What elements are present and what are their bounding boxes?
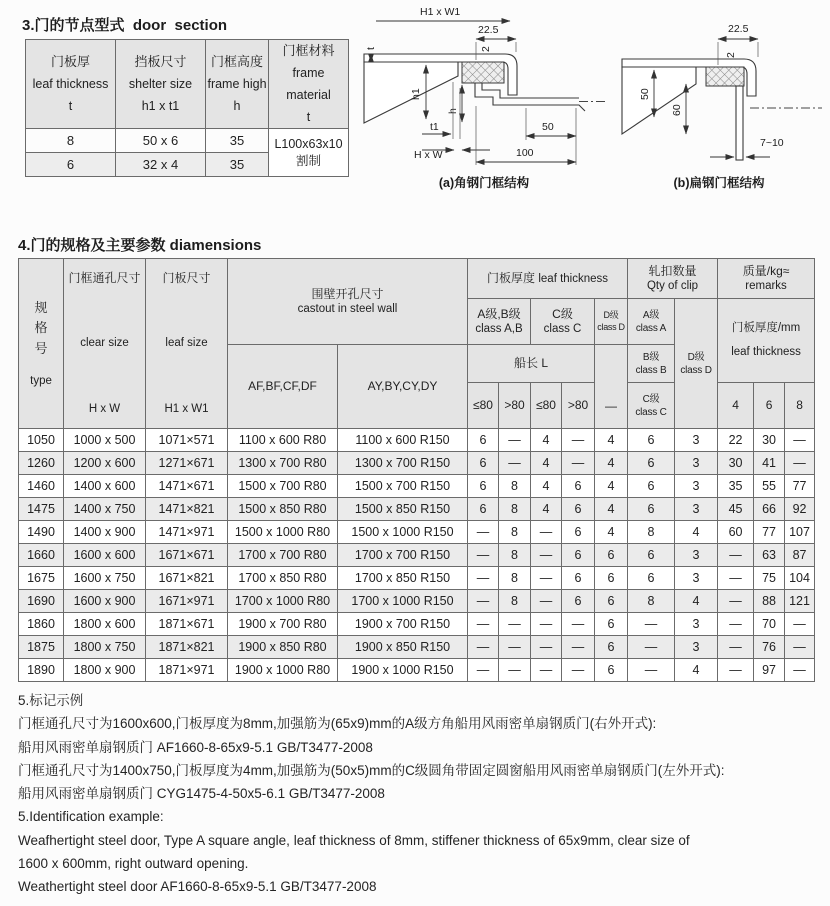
- header-mass-remarks: 质量/kg≈ remarks: [718, 259, 815, 299]
- table-cell: 6: [468, 452, 499, 475]
- table-cell: —: [562, 659, 595, 682]
- table-cell: 1200 x 600: [64, 452, 146, 475]
- table-cell: —: [562, 636, 595, 659]
- text-line: 门框通孔尺寸为1400x750,门板厚度为4mm,加强筋为(50x5)mm的C级圆角带固定圆窗船用风雨密单扇钢质门(左外开式):: [18, 762, 725, 778]
- table-cell: 1271×671: [146, 452, 228, 475]
- header-thk-8: 8: [785, 383, 815, 429]
- table-cell: 4: [531, 452, 562, 475]
- section4-title: 4.门的规格及主要参数 diamensions: [18, 237, 262, 254]
- table-row: [19, 544, 815, 567]
- header-gt80: >80: [562, 383, 595, 429]
- table-cell: 1660: [19, 544, 64, 567]
- door-section-table: [25, 39, 349, 177]
- table-cell: 1700 x 850 R80: [228, 567, 338, 590]
- header-shelter-size: 挡板尺寸 shelter size h1 x t1: [116, 40, 206, 129]
- table-cell: 6: [628, 567, 675, 590]
- header-leaf-thickness-mm: 门板厚度/mm leaf thickness: [718, 299, 815, 383]
- table-cell: 6: [562, 590, 595, 613]
- table-cell: 1050: [19, 429, 64, 452]
- table-cell: 3: [675, 544, 718, 567]
- table-cell: 88: [754, 590, 785, 613]
- table-cell: 77: [785, 475, 815, 498]
- identification-examples: [18, 689, 824, 899]
- table-cell: 6: [562, 498, 595, 521]
- table-cell: —: [628, 613, 675, 636]
- table-cell: —: [499, 613, 531, 636]
- table-cell: 3: [675, 636, 718, 659]
- table-cell: 3: [675, 452, 718, 475]
- table-cell: 55: [754, 475, 785, 498]
- table-cell: 1500 x 1000 R80: [228, 521, 338, 544]
- table-cell: 1700 x 700 R150: [338, 544, 468, 567]
- table-cell: —: [531, 567, 562, 590]
- header-leaf-size: 门板尺寸 leaf size H1 x W1: [146, 259, 228, 429]
- table-cell: 6: [595, 613, 628, 636]
- text-line: Weathertight steel door AF1660-8-65x9-5.1 GB/T3477-2008: [18, 879, 377, 895]
- dim-label-2: 2: [725, 52, 737, 58]
- gasket-hatch: [462, 62, 504, 83]
- table-cell: 6: [628, 544, 675, 567]
- table-cell: —: [468, 636, 499, 659]
- table-cell: 1500 x 700 R80: [228, 475, 338, 498]
- header-clear-size: 门框通孔尺寸 clear size H x W: [64, 259, 146, 429]
- table-cell: —: [785, 659, 815, 682]
- table-cell: 87: [785, 544, 815, 567]
- header-type: 规格号 type: [19, 259, 64, 429]
- table-cell: 6: [562, 544, 595, 567]
- table-row: [19, 498, 815, 521]
- table-row: [19, 613, 815, 636]
- table-cell: 1871×971: [146, 659, 228, 682]
- table-cell: 1471×821: [146, 498, 228, 521]
- text-line: 5.Identification example:: [18, 809, 164, 825]
- table-row: [19, 590, 815, 613]
- table-cell: 63: [754, 544, 785, 567]
- dim-label-50: 50: [639, 88, 651, 100]
- table-cell: —: [718, 613, 754, 636]
- dim-label-hw: H x W: [414, 149, 443, 161]
- table-cell: 3: [675, 567, 718, 590]
- table-cell: 4: [595, 521, 628, 544]
- table-cell: 1300 x 700 R150: [338, 452, 468, 475]
- table-cell: 6: [595, 590, 628, 613]
- header-frame-material: 门框材料 frame material t: [269, 40, 349, 129]
- dim-label-t1: t1: [430, 121, 439, 133]
- table-cell: 1500 x 850 R150: [338, 498, 468, 521]
- table-cell: 1860: [19, 613, 64, 636]
- table-cell: 1100 x 600 R80: [228, 429, 338, 452]
- table-cell: 6: [628, 429, 675, 452]
- table-cell: 77: [754, 521, 785, 544]
- table-cell: 1675: [19, 567, 64, 590]
- table-cell: 1871×821: [146, 636, 228, 659]
- table-cell: 1260: [19, 452, 64, 475]
- table-cell: 1900 x 1000 R150: [338, 659, 468, 682]
- dim-label-60: 60: [671, 104, 683, 116]
- table-cell: —: [785, 452, 815, 475]
- table-cell: 1671×671: [146, 544, 228, 567]
- spec-table-body: [19, 429, 815, 682]
- table-cell: 1800 x 750: [64, 636, 146, 659]
- table-cell: 6: [595, 659, 628, 682]
- table-row: [19, 521, 815, 544]
- table-row: [19, 475, 815, 498]
- table-cell: 6: [468, 498, 499, 521]
- table-cell: 3: [675, 475, 718, 498]
- table-cell: 1871×671: [146, 613, 228, 636]
- table-cell: —: [718, 659, 754, 682]
- header-clip-class-b: B级 class B: [628, 345, 675, 383]
- table-cell: 32 x 4: [116, 153, 206, 177]
- table-cell: 8: [499, 544, 531, 567]
- table-cell: —: [785, 429, 815, 452]
- door-leaf-section: [622, 67, 696, 134]
- table-cell: 8: [499, 498, 531, 521]
- table-cell: 41: [754, 452, 785, 475]
- header-clip-class-a: A级 class A: [628, 299, 675, 345]
- table-cell: —: [499, 452, 531, 475]
- table-cell: 1071×571: [146, 429, 228, 452]
- header-class-c: C级 class C: [531, 299, 595, 345]
- table-cell: 8: [628, 521, 675, 544]
- table-cell: —: [468, 590, 499, 613]
- dim-label-100: 100: [516, 147, 534, 159]
- table-cell: 1475: [19, 498, 64, 521]
- table-cell: 1400 x 600: [64, 475, 146, 498]
- table-cell: 66: [754, 498, 785, 521]
- table-cell: —: [562, 613, 595, 636]
- table-cell: 6: [562, 475, 595, 498]
- table-cell: 92: [785, 498, 815, 521]
- table-cell: 75: [754, 567, 785, 590]
- table-cell: —: [499, 636, 531, 659]
- table-cell: 30: [754, 429, 785, 452]
- table-cell: —: [468, 567, 499, 590]
- table-cell: 8: [628, 590, 675, 613]
- table-cell: 1500 x 850 R80: [228, 498, 338, 521]
- angle-steel-flange: [482, 83, 579, 98]
- table-cell: 1500 x 1000 R150: [338, 521, 468, 544]
- table-cell: —: [468, 521, 499, 544]
- table-row: [19, 567, 815, 590]
- table-row: [19, 659, 815, 682]
- dim-label-50: 50: [542, 121, 554, 133]
- text-line: 门框通孔尺寸为1600x600,门板厚度为8mm,加强筋为(65x9)mm的A级方角船用风雨密单扇钢质门(右外开式):: [18, 716, 657, 732]
- table-header-row: [19, 259, 815, 299]
- header-castout-f: AF,BF,CF,DF: [228, 345, 338, 429]
- table-cell: 1460: [19, 475, 64, 498]
- diagram-a-caption: (a)角钢门框结构: [438, 176, 530, 190]
- text-line: Weafhertight steel door, Type A square angle, leaf thickness of 8mm, stiffener thickness of 65x9mm, clear size of: [18, 832, 690, 848]
- table-cell: 1900 x 700 R150: [338, 613, 468, 636]
- header-castout-y: AY,BY,CY,DY: [338, 345, 468, 429]
- table-cell: —: [468, 613, 499, 636]
- table-cell: 6: [468, 475, 499, 498]
- table-header-row: [26, 40, 349, 129]
- table-cell: 6: [595, 544, 628, 567]
- table-cell: —: [718, 544, 754, 567]
- table-cell: 35: [718, 475, 754, 498]
- header-le80: ≤80: [531, 383, 562, 429]
- table-cell: 35: [206, 129, 269, 153]
- table-cell: —: [628, 636, 675, 659]
- table-cell: 1875: [19, 636, 64, 659]
- table-cell: 4: [595, 429, 628, 452]
- table-cell: —: [531, 544, 562, 567]
- dim-label-22-5: 22.5: [728, 23, 749, 35]
- diagram-b-caption: (b)扁钢门框结构: [673, 176, 765, 190]
- table-cell: —: [468, 659, 499, 682]
- table-cell: —: [785, 613, 815, 636]
- table-cell: 50 x 6: [116, 129, 206, 153]
- table-cell: 3: [675, 498, 718, 521]
- header-clip-class-c: C级 class C: [628, 383, 675, 429]
- table-cell: —: [531, 521, 562, 544]
- dim-label-22-5: 22.5: [478, 24, 499, 36]
- table-row: [19, 452, 815, 475]
- dim-label-h: h: [447, 108, 459, 114]
- header-class-ab: A级,B级 class A,B: [468, 299, 531, 345]
- header-clip-qty: 轧扣数量 Qty of clip: [628, 259, 718, 299]
- table-cell: 35: [206, 153, 269, 177]
- table-cell: 70: [754, 613, 785, 636]
- table-cell: 4: [675, 659, 718, 682]
- table-cell: 1400 x 900: [64, 521, 146, 544]
- table-cell: 1700 x 1000 R150: [338, 590, 468, 613]
- header-thk-4: 4: [718, 383, 754, 429]
- table-cell: 1900 x 850 R150: [338, 636, 468, 659]
- table-row: [26, 129, 349, 153]
- dim-label-7-10: 7~10: [760, 137, 784, 149]
- angle-steel-frame-diagram: [358, 2, 610, 196]
- table-cell: 4: [595, 498, 628, 521]
- table-cell: 8: [26, 129, 116, 153]
- table-cell: 45: [718, 498, 754, 521]
- table-cell: 1900 x 850 R80: [228, 636, 338, 659]
- header-thk-6: 6: [754, 383, 785, 429]
- table-cell: 1671×821: [146, 567, 228, 590]
- table-cell: 1471×971: [146, 521, 228, 544]
- table-cell: —: [562, 452, 595, 475]
- table-cell: 6: [628, 498, 675, 521]
- header-ship-length: 船长 L: [468, 345, 595, 383]
- table-cell: —: [785, 636, 815, 659]
- flat-steel-bar: [736, 86, 743, 160]
- table-cell: 121: [785, 590, 815, 613]
- table-cell: 4: [675, 590, 718, 613]
- table-cell: 22: [718, 429, 754, 452]
- table-cell: 6: [595, 567, 628, 590]
- header-clip-class-d: D级 class D: [675, 299, 718, 429]
- table-cell: 1471×671: [146, 475, 228, 498]
- table-cell: —: [718, 567, 754, 590]
- table-row: [19, 636, 815, 659]
- table-cell: 6: [628, 452, 675, 475]
- table-cell: 6: [26, 153, 116, 177]
- table-cell: 4: [531, 429, 562, 452]
- dim-label-h1: h1: [410, 88, 422, 100]
- flat-steel-frame-diagram: [610, 2, 828, 196]
- table-cell: 1000 x 500: [64, 429, 146, 452]
- dim-label-t: t: [365, 47, 377, 50]
- header-castout: 围壁开孔尺寸 castout in steel wall: [228, 259, 468, 345]
- table-cell: —: [468, 544, 499, 567]
- table-cell: 6: [468, 429, 499, 452]
- dim-label-h1w1: H1 x W1: [420, 6, 461, 18]
- table-cell: 1500 x 700 R150: [338, 475, 468, 498]
- table-cell: 1890: [19, 659, 64, 682]
- table-cell: 4: [531, 475, 562, 498]
- table-cell: 1700 x 700 R80: [228, 544, 338, 567]
- table-cell: 1100 x 600 R150: [338, 429, 468, 452]
- spec-table: [18, 258, 815, 682]
- table-cell: 1400 x 750: [64, 498, 146, 521]
- table-cell: —: [718, 590, 754, 613]
- table-cell: —: [562, 429, 595, 452]
- table-cell: 104: [785, 567, 815, 590]
- table-cell: 1300 x 700 R80: [228, 452, 338, 475]
- angle-steel-web: [475, 83, 585, 111]
- text-line: 5.标记示例: [18, 693, 84, 708]
- table-cell: 4: [675, 521, 718, 544]
- table-cell: 1800 x 900: [64, 659, 146, 682]
- table-cell: 4: [531, 498, 562, 521]
- table-cell: 1490: [19, 521, 64, 544]
- table-cell: 30: [718, 452, 754, 475]
- table-cell: 3: [675, 613, 718, 636]
- table-cell: 8: [499, 521, 531, 544]
- table-cell: —: [531, 590, 562, 613]
- table-cell: 1600 x 900: [64, 590, 146, 613]
- table-cell: —: [499, 659, 531, 682]
- table-cell: —: [531, 613, 562, 636]
- table-cell: —: [531, 659, 562, 682]
- header-frame-high: 门框高度 frame high h: [206, 40, 269, 129]
- table-cell: 8: [499, 590, 531, 613]
- table-cell: 4: [595, 452, 628, 475]
- table-cell: —: [718, 636, 754, 659]
- table-cell: 1600 x 600: [64, 544, 146, 567]
- table-cell: 97: [754, 659, 785, 682]
- header-leaf-thickness: 门板厚 leaf thickness t: [26, 40, 116, 129]
- table-cell: 6: [628, 475, 675, 498]
- table-cell: 6: [562, 521, 595, 544]
- header-gt80: >80: [499, 383, 531, 429]
- frame-material-cell: L100x63x10割制: [269, 129, 349, 177]
- table-row: [19, 429, 815, 452]
- table-cell: 6: [595, 636, 628, 659]
- table-cell: 1700 x 850 R150: [338, 567, 468, 590]
- table-cell: —: [499, 429, 531, 452]
- table-cell: 1900 x 700 R80: [228, 613, 338, 636]
- table-cell: 1700 x 1000 R80: [228, 590, 338, 613]
- table-cell: 4: [595, 475, 628, 498]
- text-line: 船用风雨密单扇钢质门 CYG1475-4-50x5-6.1 GB/T3477-2008: [18, 786, 385, 802]
- header-leaf-thickness: 门板厚度 leaf thickness: [468, 259, 628, 299]
- table-cell: 1900 x 1000 R80: [228, 659, 338, 682]
- table-cell: 107: [785, 521, 815, 544]
- table-cell: —: [531, 636, 562, 659]
- table-cell: 60: [718, 521, 754, 544]
- table-cell: 8: [499, 475, 531, 498]
- gasket-hatch: [706, 67, 744, 86]
- table-cell: 1690: [19, 590, 64, 613]
- section3-title: 3.门的节点型式 door section: [22, 17, 228, 34]
- dim-label-2: 2: [480, 46, 492, 52]
- table-cell: —: [628, 659, 675, 682]
- header-le80: ≤80: [468, 383, 499, 429]
- table-cell: 1800 x 600: [64, 613, 146, 636]
- table-cell: 1600 x 750: [64, 567, 146, 590]
- table-cell: 76: [754, 636, 785, 659]
- text-line: 1600 x 600mm, right outward opening.: [18, 856, 249, 872]
- text-line: 船用风雨密单扇钢质门 AF1660-8-65x9-5.1 GB/T3477-2008: [18, 739, 373, 755]
- table-cell: 3: [675, 429, 718, 452]
- header-class-d-dash: —: [595, 345, 628, 429]
- table-cell: 8: [499, 567, 531, 590]
- header-class-d: D级 class D: [595, 299, 628, 345]
- table-cell: 1671×971: [146, 590, 228, 613]
- table-cell: 6: [562, 567, 595, 590]
